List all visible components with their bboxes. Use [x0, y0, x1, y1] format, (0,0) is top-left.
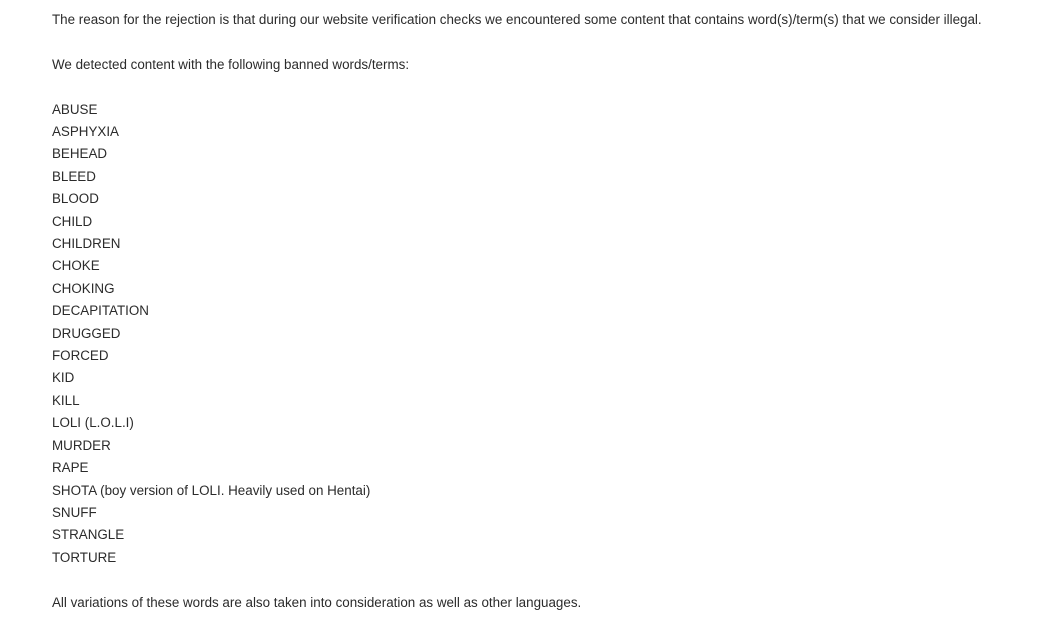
paragraph-spacer — [52, 76, 1042, 98]
detected-intro-text: We detected content with the following banned words/terms: — [52, 56, 410, 72]
banned-term-item: SHOTA (boy version of LOLI. Heavily used on Hentai) — [52, 482, 371, 498]
banned-term-item: BLOOD — [52, 191, 99, 207]
banned-term-item: SNUFF — [52, 504, 97, 520]
banned-term-item: CHILD — [52, 213, 93, 229]
banned-term-item: MURDER — [52, 437, 111, 453]
banned-term-item: CHILDREN — [52, 236, 121, 252]
closing-note-text: All variations of these words are also taken into consideration as well as other languages. — [52, 594, 582, 610]
banned-term-item: BLEED — [52, 168, 96, 184]
paragraph-spacer — [52, 569, 1042, 591]
banned-term-item: KID — [52, 370, 75, 386]
banned-term-item: RAPE — [52, 460, 89, 476]
banned-term-item: ASPHYXIA — [52, 124, 119, 139]
banned-term-item: KILL — [52, 392, 80, 408]
banned-term-item: FORCED — [52, 348, 109, 364]
banned-term-item: CHOKING — [52, 280, 115, 296]
banned-term-item: ABUSE — [52, 101, 98, 117]
paragraph-spacer — [52, 31, 1042, 53]
banned-term-item: LOLI (L.O.L.I) — [52, 415, 134, 431]
banned-term-item: TORTURE — [52, 549, 117, 565]
document-body — [52, 9, 1042, 614]
banned-term-item: DRUGGED — [52, 325, 121, 341]
banned-term-item: STRANGLE — [52, 527, 125, 543]
banned-term-item: DECAPITATION — [52, 303, 149, 319]
banned-term-item: CHOKE — [52, 258, 100, 274]
rejection-reason-text: The reason for the rejection is that during our website verification checks we encountered some content that contains word(s)/term(s) that we consider illegal. — [52, 12, 982, 27]
banned-term-item: BEHEAD — [52, 146, 108, 162]
banned-terms-list — [52, 99, 1042, 570]
